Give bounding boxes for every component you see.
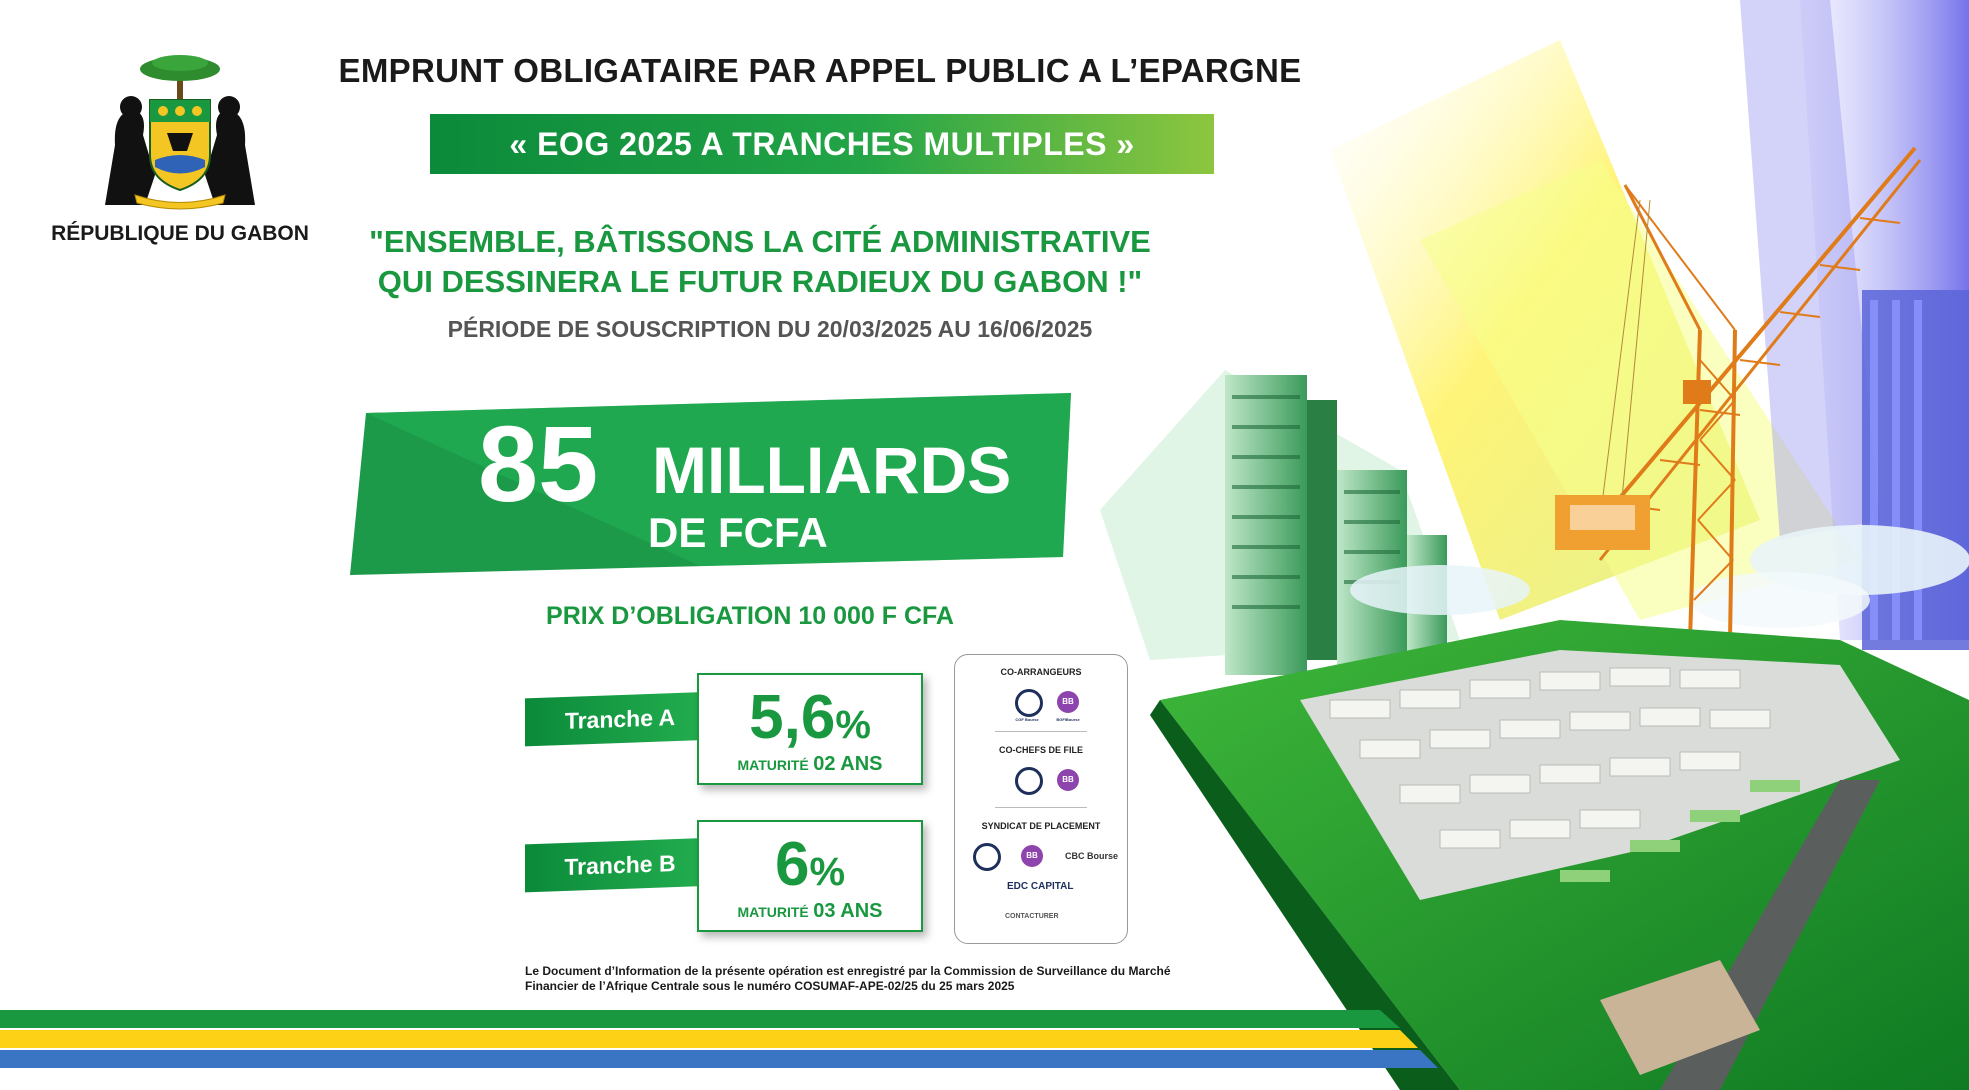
edc-capital-logo: EDC CAPITAL (1007, 881, 1074, 892)
legal-notice-line-2: Financier de l’Afrique Centrale sous le numéro COSUMAF-APE-02/25 du 25 mars 2025 (525, 979, 1015, 993)
tranche-b-rate (699, 830, 921, 899)
tranche-a-rate-value: 5,6 (749, 683, 836, 752)
tranche-a-rate (699, 683, 921, 752)
cbc-bourse-logo: CBC Bourse (1065, 851, 1119, 861)
amount-unit: MILLIARDS (652, 433, 1012, 507)
cgf-bourse-logo (1015, 689, 1043, 717)
bgfi-logo-text: BGFIBourse (1056, 717, 1080, 722)
maturity-value: 03 ANS (813, 900, 883, 922)
tranche-a-rate-suffix: % (835, 703, 871, 747)
co-arrangers-heading: CO-ARRANGEURS (1000, 667, 1082, 677)
slogan-line-1: "ENSEMBLE, BÂTISSONS LA CITÉ ADMINISTRATIVE (369, 224, 1151, 259)
divider (995, 731, 1087, 732)
tranche-b-rate-value: 6 (774, 830, 810, 899)
amount-number: 85 (478, 403, 599, 524)
bond-name: « EOG 2025 A TRANCHES MULTIPLES » (509, 125, 1135, 162)
flag-stripe-blue (0, 1050, 1438, 1068)
partners-panel (954, 654, 1128, 944)
coat-of-arms-logo (95, 55, 265, 210)
cgf-logo-text: CGF Bourse (1015, 717, 1039, 722)
tranche-b-label: Tranche B (525, 838, 715, 893)
bond-name-banner (430, 114, 1214, 174)
slogan-line-2: QUI DESSINERA LE FUTUR RADIEUX DU GABON !" (377, 264, 1143, 299)
subscription-period: PÉRIODE DE SOUSCRIPTION DU 20/03/2025 AU 16/06/2025 (447, 316, 1093, 342)
legal-notice-line-1: Le Document d’Information de la présente opération est enregistré par la Commission de Surveillance du Marché (525, 964, 1171, 978)
tranche-b-rate-suffix: % (809, 850, 846, 894)
tranche-b-card (697, 820, 923, 932)
co-lead-heading: CO-CHEFS DE FILE (998, 745, 1083, 755)
maturity-label: MATURITÉ (737, 904, 809, 920)
flag-stripe-green (0, 1010, 1400, 1028)
divider (995, 807, 1087, 808)
cgf-bourse-logo (973, 843, 1001, 871)
bond-price: PRIX D’OBLIGATION 10 000 F CFA (546, 602, 954, 630)
syndicate-heading: SYNDICAT DE PLACEMENT (981, 821, 1101, 831)
bgfi-bourse-logo: BB (1057, 691, 1079, 713)
office-building (1225, 375, 1307, 675)
page-title: EMPRUNT OBLIGATAIRE PAR APPEL PUBLIC A L’EPARGNE (338, 52, 1302, 89)
cgf-bourse-logo (1015, 767, 1043, 795)
maturity-value: 02 ANS (813, 753, 883, 775)
amount-currency: DE FCFA (648, 509, 828, 556)
bgfi-bourse-logo: BB (1057, 769, 1079, 791)
tranche-b-maturity (699, 900, 921, 923)
bgfi-bourse-logo: BB (1021, 845, 1043, 867)
flag-stripe-yellow (0, 1030, 1418, 1048)
tranche-a-label: Tranche A (525, 692, 715, 747)
tranche-a-maturity (699, 753, 921, 776)
contacturer-logo: CONTACTURER (1005, 913, 1059, 920)
maturity-label: MATURITÉ (737, 757, 809, 773)
tranche-a-card (697, 673, 923, 785)
country-name: RÉPUBLIQUE DU GABON (51, 222, 309, 245)
